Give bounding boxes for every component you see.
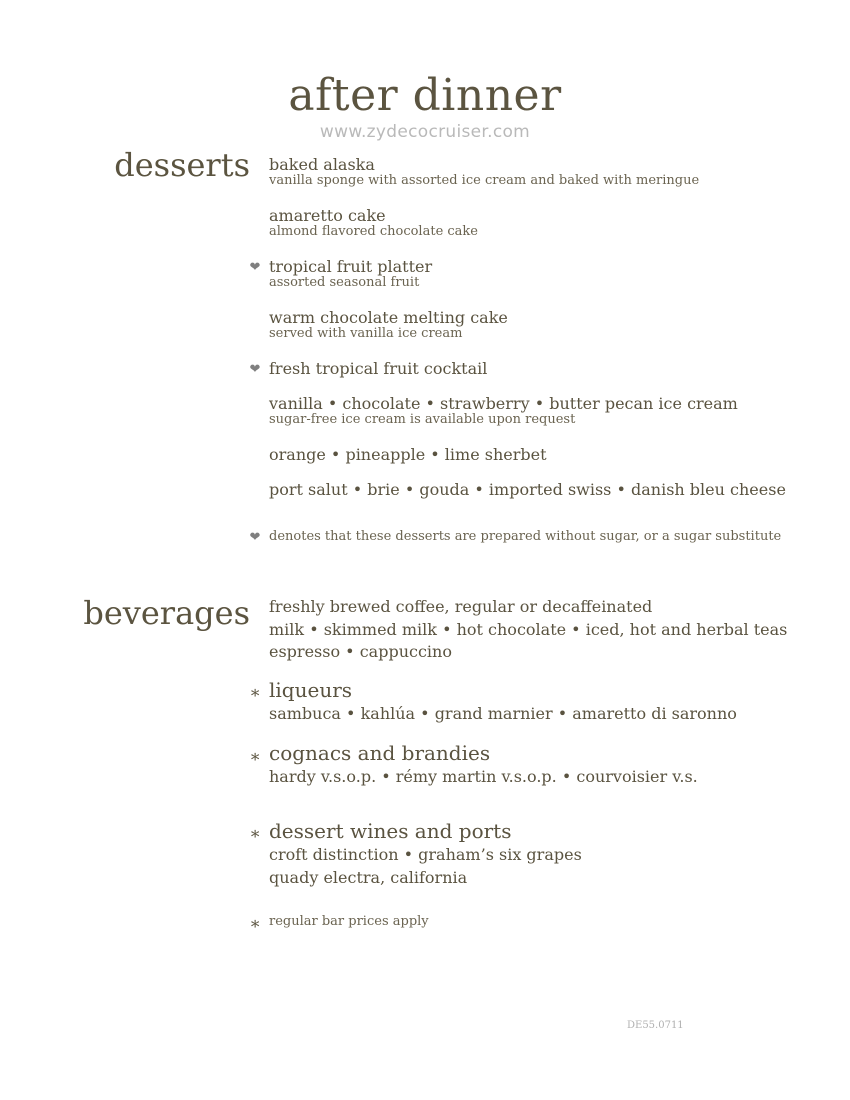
dessert-item-name: warm chocolate melting cake [269,308,508,327]
dessert-item-name: vanilla • chocolate • strawberry • butter pecan ice cream [269,394,738,413]
watermark: www.zydecocruiser.com [319,122,531,142]
document-code: DE55.0711 [627,1020,684,1031]
dessert-item-name: tropical fruit platter [269,257,433,276]
beverages-heading: beverages [83,594,250,632]
beverage-line: sambuca • kahlúa • grand marnier • amaretto di saronno [269,704,737,723]
heart-icon: ❤ [249,260,261,275]
dessert-item-desc: assorted seasonal fruit [269,275,420,290]
beverage-group-title: dessert wines and ports [269,819,512,843]
asterisk-icon: ∗ [249,747,261,767]
beverage-group-title: cognacs and brandies [269,741,491,765]
beverage-group-title: liqueurs [269,678,353,702]
dessert-item-desc: served with vanilla ice cream [269,326,463,341]
beverage-line: freshly brewed coffee, regular or decaffeinated [269,597,653,616]
beverage-footnote: regular bar prices apply [269,914,429,929]
dessert-item-name: orange • pineapple • lime sherbet [269,445,547,464]
dessert-item-name: port salut • brie • gouda • imported swiss • danish bleu cheese [269,480,786,499]
dessert-item-desc: vanilla sponge with assorted ice cream and baked with meringue [269,173,700,188]
beverage-line: quady electra, california [269,868,468,887]
asterisk-icon: ∗ [249,683,261,703]
page-title: after dinner [288,70,562,121]
asterisk-icon: ∗ [249,824,261,844]
dessert-footnote: denotes that these desserts are prepared without sugar, or a sugar substitute [269,529,782,544]
beverage-line: croft distinction • graham’s six grapes [269,845,582,864]
dessert-item-desc: almond flavored chocolate cake [269,224,478,239]
dessert-item-name: amaretto cake [269,206,386,225]
beverage-line: milk • skimmed milk • hot chocolate • iced, hot and herbal teas [269,620,788,639]
dessert-item-desc: sugar-free ice cream is available upon request [269,412,576,427]
dessert-item-name: baked alaska [269,155,375,174]
asterisk-icon: ∗ [249,914,261,934]
heart-icon: ❤ [249,362,261,377]
heart-icon: ❤ [249,530,261,545]
beverage-line: hardy v.s.o.p. • rémy martin v.s.o.p. • courvoisier v.s. [269,767,698,786]
beverage-line: espresso • cappuccino [269,642,452,661]
dessert-item-name: fresh tropical fruit cocktail [269,359,488,378]
desserts-heading: desserts [114,146,250,184]
